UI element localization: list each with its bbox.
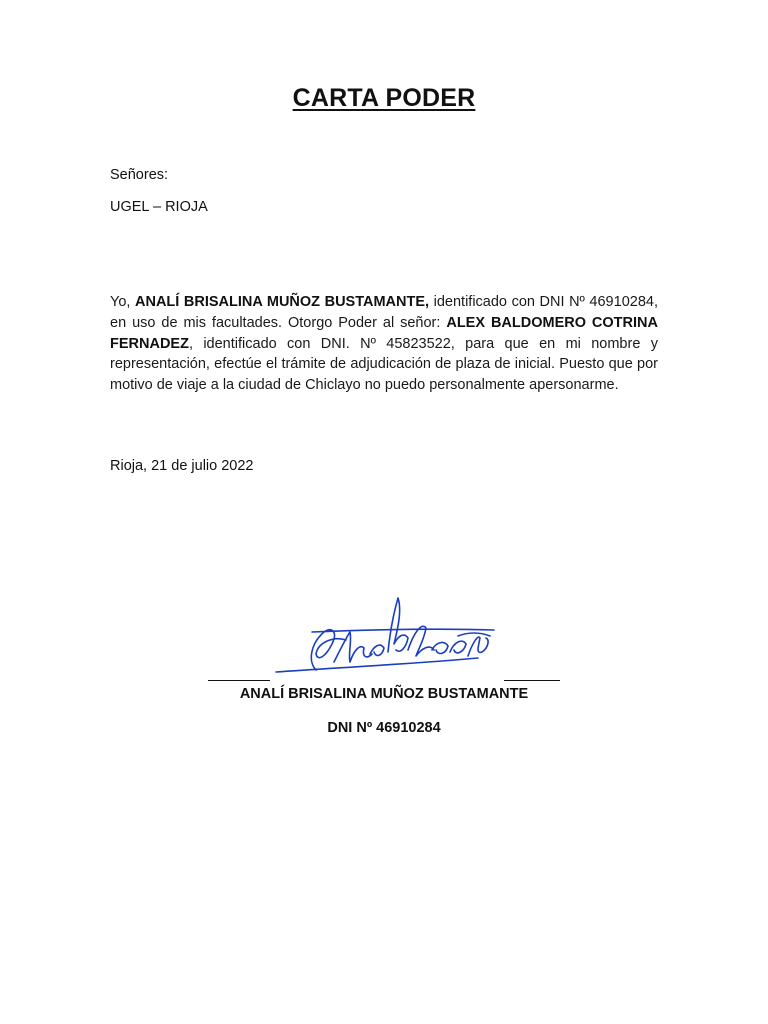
attorney-name: ALEX BALDOMERO COTRINA FERNADEZ — [110, 314, 658, 352]
paragraph-text-1: Yo, — [110, 294, 136, 310]
signatory-name: ANALÍ BRISALINA MUÑOZ BUSTAMANTE — [239, 686, 529, 702]
grantor-name: ANALÍ BRISALINA MUÑOZ BUSTAMANTE, — [135, 294, 430, 310]
handwritten-signature — [272, 592, 504, 684]
salutation: Señores: — [110, 167, 169, 183]
signature-line-left — [208, 680, 270, 681]
document-title: CARTA PODER — [292, 84, 476, 112]
place-date: Rioja, 21 de julio 2022 — [110, 458, 254, 474]
body-paragraph — [110, 292, 658, 396]
signature-line-right — [504, 680, 560, 681]
recipient: UGEL – RIOJA — [110, 199, 208, 215]
paragraph-text-3: , identificado con DNI. Nº 45823522, para que en mi nombre y representación, efectúe el trámite de adjudicación de plaza de inicial. Puesto que por motivo de viaje a la ciudad de Chiclayo no puedo personalmente apersonarme. — [110, 335, 658, 394]
signatory-dni: DNI Nº 46910284 — [327, 720, 441, 736]
paragraph-text-2: identificado con DNI Nº 46910284, en uso de mis facultades. Otorgo Poder al señor: — [110, 294, 658, 331]
